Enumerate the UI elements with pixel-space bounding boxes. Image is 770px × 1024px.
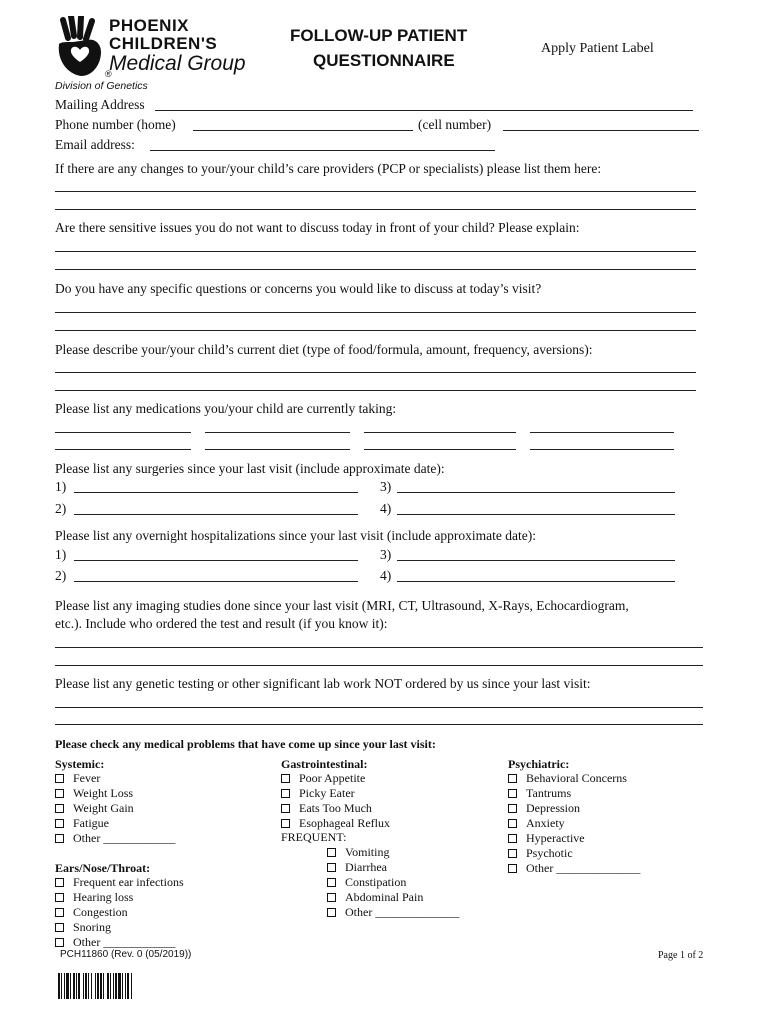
checkbox-item[interactable] <box>55 890 133 905</box>
checkbox-label: Fatigue <box>73 816 109 830</box>
checkbox-label: Constipation <box>345 875 407 889</box>
logo-registered-mark: ® <box>105 69 112 79</box>
email-field[interactable] <box>150 150 495 151</box>
category-ent: Ears/Nose/Throat: <box>55 861 151 875</box>
checkbox-label: Abdominal Pain <box>345 890 424 904</box>
checkbox-label: Weight Gain <box>73 801 134 815</box>
category-gastrointestinal: Gastrointestinal: <box>281 757 368 771</box>
medication-field[interactable] <box>205 432 350 433</box>
checkbox-item[interactable] <box>55 831 175 846</box>
checkbox-item[interactable] <box>55 905 128 920</box>
logo <box>55 14 265 80</box>
checkbox-label: Hearing loss <box>73 890 134 904</box>
email-label: Email address: <box>55 137 135 152</box>
surgery-number: 3) <box>380 479 392 494</box>
checkbox-item[interactable] <box>281 801 372 816</box>
checkbox-item[interactable] <box>281 816 390 831</box>
checkbox-icon[interactable] <box>327 878 336 887</box>
checkbox-item[interactable] <box>281 771 365 786</box>
checkbox-label: Poor Appetite <box>299 771 366 785</box>
form-number: PCH11860 (Rev. 0 (05/2019)) <box>60 949 192 960</box>
checkbox-item[interactable] <box>508 771 627 786</box>
form-title-line2: QUESTIONNAIRE <box>313 51 455 70</box>
logo-name-line1: PHOENIX <box>109 16 190 35</box>
hospitalization-field[interactable] <box>397 560 675 561</box>
checkbox-label: Picky Eater <box>299 786 355 800</box>
checkbox-item[interactable] <box>327 890 423 905</box>
checkbox-icon[interactable] <box>508 789 517 798</box>
surgery-number: 1) <box>55 479 67 494</box>
checkbox-icon[interactable] <box>55 878 64 887</box>
checkbox-icon[interactable] <box>55 893 64 902</box>
hospitalization-number: 3) <box>380 547 392 562</box>
checkbox-item[interactable] <box>508 831 585 846</box>
checkbox-item[interactable] <box>508 801 580 816</box>
answer-line[interactable] <box>55 209 696 210</box>
checkbox-label: Other ______________ <box>345 905 460 919</box>
checkbox-item[interactable] <box>55 786 133 801</box>
answer-line[interactable] <box>55 665 703 666</box>
medication-field[interactable] <box>364 449 516 450</box>
checkbox-icon[interactable] <box>55 789 64 798</box>
phone-home-label: Phone number (home) <box>55 117 176 132</box>
answer-line[interactable] <box>55 251 696 252</box>
surgery-field[interactable] <box>74 492 358 493</box>
barcode-icon <box>58 973 152 999</box>
checkbox-icon[interactable] <box>55 774 64 783</box>
checkbox-icon[interactable] <box>55 834 64 843</box>
answer-line[interactable] <box>55 312 696 313</box>
checkbox-label: Tantrums <box>526 786 572 800</box>
checkbox-label: Anxiety <box>526 816 565 830</box>
question-imaging-line2: etc.). Include who ordered the test and result (if you know it): <box>55 616 388 631</box>
category-systemic: Systemic: <box>55 757 105 771</box>
logo-name-line3: Medical Group <box>109 52 246 75</box>
medication-field[interactable] <box>55 449 191 450</box>
checkbox-icon[interactable] <box>508 834 517 843</box>
answer-line[interactable] <box>55 330 696 331</box>
phone-home-field[interactable] <box>193 130 413 131</box>
checkbox-label: Other ______________ <box>526 861 641 875</box>
mailing-address-field[interactable] <box>155 110 693 111</box>
checkbox-item[interactable] <box>55 816 109 831</box>
checkbox-label: Other ____________ <box>73 935 176 949</box>
frequent-label: FREQUENT: <box>281 830 347 844</box>
checkbox-icon[interactable] <box>55 804 64 813</box>
answer-line[interactable] <box>55 191 696 192</box>
question-surgeries: Please list any surgeries since your last visit (include approximate date): <box>55 461 445 476</box>
checkbox-icon[interactable] <box>55 938 64 947</box>
checkbox-item[interactable] <box>327 860 387 875</box>
page-number: Page 1 of 2 <box>658 950 704 961</box>
checkbox-icon[interactable] <box>281 819 290 828</box>
category-psychiatric: Psychiatric: <box>508 757 570 771</box>
checkbox-item[interactable] <box>508 861 640 876</box>
cell-number-field[interactable] <box>503 130 699 131</box>
checkbox-item[interactable] <box>55 801 134 816</box>
question-genetic-testing: Please list any genetic testing or other significant lab work NOT ordered by us since your last visit: <box>55 676 591 691</box>
checkbox-icon[interactable] <box>55 819 64 828</box>
checkbox-item[interactable] <box>55 771 100 786</box>
question-sensitive-issues: Are there sensitive issues you do not want to discuss today in front of your child? Please explain: <box>55 220 580 235</box>
checkbox-item[interactable] <box>55 920 111 935</box>
problems-heading: Please check any medical problems that have come up since your last visit: <box>55 737 436 751</box>
checkbox-icon[interactable] <box>327 863 336 872</box>
surgery-number: 4) <box>380 501 392 516</box>
patient-label-area: Apply Patient Label <box>541 41 654 56</box>
question-medications: Please list any medications you/your child are currently taking: <box>55 401 397 416</box>
question-care-providers: If there are any changes to your/your child’s care providers (PCP or specialists) please list them here: <box>55 161 602 176</box>
answer-line[interactable] <box>55 647 703 648</box>
checkbox-icon[interactable] <box>55 923 64 932</box>
checkbox-icon[interactable] <box>281 789 290 798</box>
checkbox-label: Eats Too Much <box>299 801 372 815</box>
checkbox-label: Weight Loss <box>73 786 134 800</box>
checkbox-label: Behavioral Concerns <box>526 771 627 785</box>
answer-line[interactable] <box>55 724 703 725</box>
checkbox-icon[interactable] <box>281 804 290 813</box>
checkbox-item[interactable] <box>508 816 565 831</box>
checkbox-icon[interactable] <box>508 819 517 828</box>
hospitalization-field[interactable] <box>74 560 358 561</box>
checkbox-item[interactable] <box>327 875 406 890</box>
surgery-field[interactable] <box>397 492 675 493</box>
answer-line[interactable] <box>55 390 696 391</box>
checkbox-icon[interactable] <box>508 849 517 858</box>
checkbox-label: Hyperactive <box>526 831 585 845</box>
checkbox-item[interactable] <box>327 845 389 860</box>
logo-name-line2: CHILDREN'S <box>109 34 218 53</box>
checkbox-label: Snoring <box>73 920 112 934</box>
checkbox-label: Esophageal Reflux <box>299 816 390 830</box>
hospitalization-number: 1) <box>55 547 67 562</box>
surgery-field[interactable] <box>397 514 675 515</box>
checkbox-item[interactable] <box>508 846 573 861</box>
medication-field[interactable] <box>364 432 516 433</box>
mailing-address-label: Mailing Address <box>55 97 145 112</box>
surgery-field[interactable] <box>74 514 358 515</box>
checkbox-item[interactable] <box>55 935 175 950</box>
checkbox-label: Other ____________ <box>73 831 176 845</box>
medication-field[interactable] <box>530 432 674 433</box>
checkbox-label: Frequent ear infections <box>73 875 184 889</box>
checkbox-label: Congestion <box>73 905 128 919</box>
checkbox-label: Fever <box>73 771 101 785</box>
medication-field[interactable] <box>530 449 674 450</box>
division-label: Division of Genetics <box>55 80 148 92</box>
answer-line[interactable] <box>55 269 696 270</box>
hospitalization-number: 2) <box>55 568 67 583</box>
checkbox-label: Psychotic <box>526 846 573 860</box>
checkbox-icon[interactable] <box>327 893 336 902</box>
question-hospitalizations: Please list any overnight hospitalizations since your last visit (include approximate date): <box>55 528 537 543</box>
question-concerns: Do you have any specific questions or concerns you would like to discuss at today’s visit? <box>55 281 542 296</box>
checkbox-icon[interactable] <box>327 848 336 857</box>
answer-line[interactable] <box>55 707 703 708</box>
surgery-number: 2) <box>55 501 67 516</box>
checkbox-label: Vomiting <box>345 845 390 859</box>
medication-field[interactable] <box>55 432 191 433</box>
checkbox-icon[interactable] <box>508 804 517 813</box>
checkbox-icon[interactable] <box>508 774 517 783</box>
checkbox-item[interactable] <box>281 786 355 801</box>
question-imaging-line1: Please list any imaging studies done since your last visit (MRI, CT, Ultrasound, X-Rays, Echocardiogram, <box>55 598 629 613</box>
question-diet: Please describe your/your child’s current diet (type of food/formula, amount, frequency, aversions): <box>55 342 593 357</box>
hospitalization-field[interactable] <box>397 581 675 582</box>
checkbox-label: Depression <box>526 801 580 815</box>
checkbox-icon[interactable] <box>55 908 64 917</box>
hospitalization-field[interactable] <box>74 581 358 582</box>
checkbox-label: Diarrhea <box>345 860 387 874</box>
checkbox-item[interactable] <box>55 875 184 890</box>
checkbox-item[interactable] <box>508 786 571 801</box>
medication-field[interactable] <box>205 449 350 450</box>
hospitalization-number: 4) <box>380 568 392 583</box>
form-title-line1: FOLLOW-UP PATIENT <box>290 26 468 45</box>
hand-heart-logo-icon <box>55 16 105 78</box>
checkbox-item[interactable] <box>327 905 459 920</box>
answer-line[interactable] <box>55 372 696 373</box>
checkbox-icon[interactable] <box>281 774 290 783</box>
cell-number-label: (cell number) <box>418 117 492 132</box>
checkbox-icon[interactable] <box>327 908 336 917</box>
checkbox-icon[interactable] <box>508 864 517 873</box>
